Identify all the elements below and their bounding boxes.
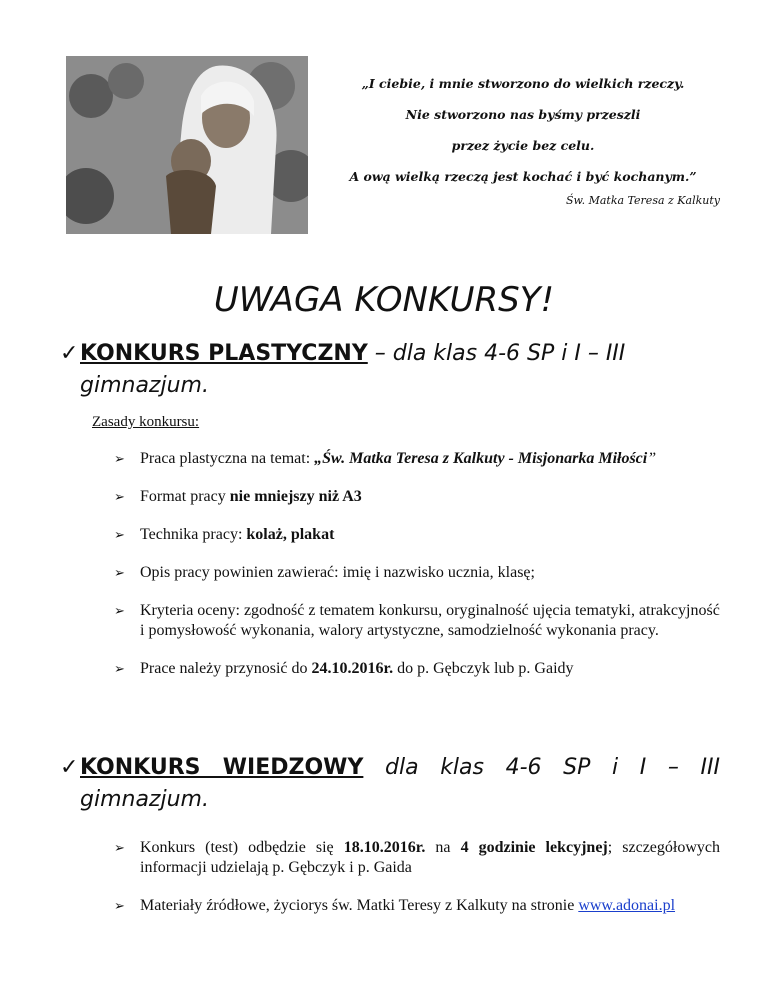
adonai-link[interactable]: www.adonai.pl (578, 897, 676, 914)
bullet-arrow-icon: ➢ (114, 451, 125, 466)
photo-illustration (66, 56, 308, 234)
item-text: Format pracy (140, 488, 230, 505)
quote-block (318, 68, 728, 207)
bullet-arrow-icon: ➢ (114, 898, 125, 913)
contest-name: KONKURS PLASTYCZNY (80, 341, 368, 366)
quote-line: „I ciebie, i mnie stworzono do wielkich rzeczy. (361, 76, 685, 91)
contest-audience: dla klas 4-6 SP i I – III gimnazjum. (80, 755, 720, 812)
item-text: Kryteria oceny: zgodność z tematem konkursu, oryginalność ujęcia tematyki, atrakcyjność i pomysłowość wykonania, walory artystyczne, samodzielność wykonania pracy. (140, 602, 720, 639)
quote-line: A ową wielką rzeczą jest kochać i być kochanym.” (349, 169, 697, 184)
list-item (80, 838, 720, 878)
bullet-arrow-icon: ➢ (114, 661, 125, 676)
contest-audience: – dla klas 4-6 SP i I – III gimnazjum. (80, 341, 626, 398)
section-konkurs-plastyczny (60, 338, 720, 697)
item-text: Technika pracy: (140, 526, 247, 543)
list-item (80, 525, 720, 545)
item-text: do p. Gębczyk lub p. Gaidy (393, 660, 574, 677)
quote-signature: Św. Matka Teresa z Kalkuty (565, 194, 720, 207)
item-text: Prace należy przynosić do (140, 660, 312, 677)
info-list (80, 838, 720, 916)
rules-label: Zasady konkursu: (92, 414, 200, 430)
bullet-arrow-icon: ➢ (114, 565, 125, 580)
page-title: UWAGA KONKURSY! (213, 280, 555, 320)
list-item (80, 896, 720, 916)
bullet-arrow-icon: ➢ (114, 489, 125, 504)
quote-line: przez życie bez celu. (451, 138, 595, 153)
mother-teresa-photo (66, 56, 308, 234)
list-item (80, 449, 720, 469)
bullet-arrow-icon: ➢ (114, 527, 125, 542)
section-heading (60, 752, 720, 816)
item-emphasis: 18.10.2016r. (343, 839, 426, 856)
item-text: Materiały źródłowe, życiorys św. Matki Teresy z Kalkuty na stronie (140, 897, 579, 914)
list-item (80, 563, 720, 583)
section-konkurs-wiedzowy (60, 752, 720, 934)
item-emphasis: 4 godzinie lekcyjnej (460, 839, 608, 856)
item-text: na (425, 839, 461, 856)
list-item (80, 601, 720, 641)
item-emphasis: „Św. Matka Teresa z Kalkuty - Misjonarka Miłości (314, 450, 648, 467)
item-text: ” (647, 450, 657, 467)
item-text: Opis pracy powinien zawierać: imię i nazwisko ucznia, klasę; (140, 564, 535, 581)
rules-list (80, 449, 720, 679)
item-emphasis: 24.10.2016r. (311, 660, 394, 677)
quote-line: Nie stworzono nas byśmy przeszli (405, 107, 641, 122)
item-emphasis: kolaż, plakat (246, 526, 335, 543)
list-item (80, 487, 720, 507)
item-text: ; szczegółowych informacji udzielają p. Gębczyk i p. Gaida (140, 839, 720, 876)
item-text: Konkurs (test) odbędzie się (140, 839, 344, 856)
section-heading (60, 338, 720, 402)
check-icon: ✓ (60, 755, 79, 780)
list-item (80, 659, 720, 679)
bullet-arrow-icon: ➢ (114, 603, 125, 618)
contest-name: KONKURS WIEDZOWY (80, 755, 364, 780)
item-text: Praca plastyczna na temat: (140, 450, 315, 467)
check-icon: ✓ (60, 341, 79, 366)
bullet-arrow-icon: ➢ (114, 840, 125, 855)
item-emphasis: nie mniejszy niż A3 (229, 488, 362, 505)
